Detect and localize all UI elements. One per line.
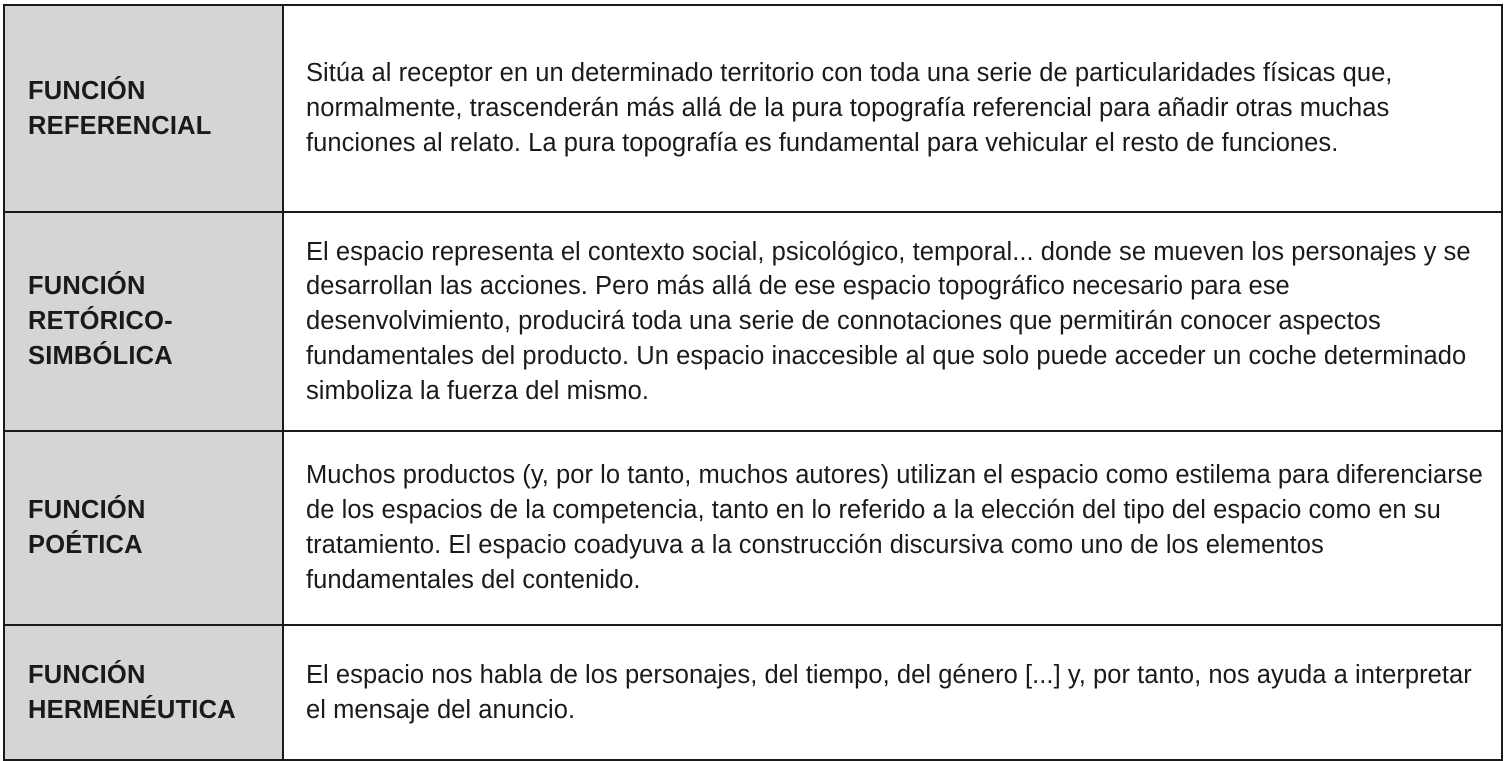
function-description: El espacio nos habla de los personajes, del tiempo, del género [...] y, por tanto, nos ayuda a interpretar el mensaje del anuncio. xyxy=(306,660,1472,724)
functions-table xyxy=(3,4,1503,761)
function-label: FUNCIÓN HERMENÉUTICA xyxy=(28,660,236,724)
function-description: Sitúa al receptor en un determinado territorio con toda una serie de particularidades físicas que, normalmente, trascenderán más allá de la pura topografía referencial para añadir otras muchas funciones al relato. La pura topografía es fundamental para vehicular el resto de funciones. xyxy=(306,59,1393,157)
table-row-referencial xyxy=(4,5,1502,212)
function-label: FUNCIÓN POÉTICA xyxy=(28,496,146,559)
function-label-cell xyxy=(4,212,283,431)
function-description: Muchos productos (y, por lo tanto, muchos autores) utilizan el espacio como estilema para diferenciarse de los espacios de la competencia, tanto en lo referido a la elección del tipo del espacio como en su tratamiento. El espacio coadyuva a la construcción discursiva como uno de los elementos fundamentales del contenido. xyxy=(306,461,1483,594)
table-row-retorico-simbolica xyxy=(4,212,1502,431)
function-description-cell xyxy=(283,431,1502,625)
function-label-cell xyxy=(4,625,283,760)
function-description-cell xyxy=(283,625,1502,760)
function-description-cell xyxy=(283,212,1502,431)
function-description: El espacio representa el contexto social, psicológico, temporal... donde se mueven los personajes y se desarrollan las acciones. Pero más allá de ese espacio topográfico necesario para ese desenvolvimiento, producirá toda una serie de connotaciones que permitirán conocer aspectos fundamentales del producto. Un espacio inaccesible al que solo puede acceder un coche determinado simboliza la fuerza del mismo. xyxy=(306,237,1471,405)
function-label-cell xyxy=(4,5,283,212)
function-label-cell xyxy=(4,431,283,625)
function-label: FUNCIÓN RETÓRICO-SIMBÓLICA xyxy=(28,272,173,370)
function-label: FUNCIÓN REFERENCIAL xyxy=(28,76,212,140)
function-description-cell xyxy=(283,5,1502,212)
table-row-poetica xyxy=(4,431,1502,625)
table-row-hermeneutica xyxy=(4,625,1502,760)
